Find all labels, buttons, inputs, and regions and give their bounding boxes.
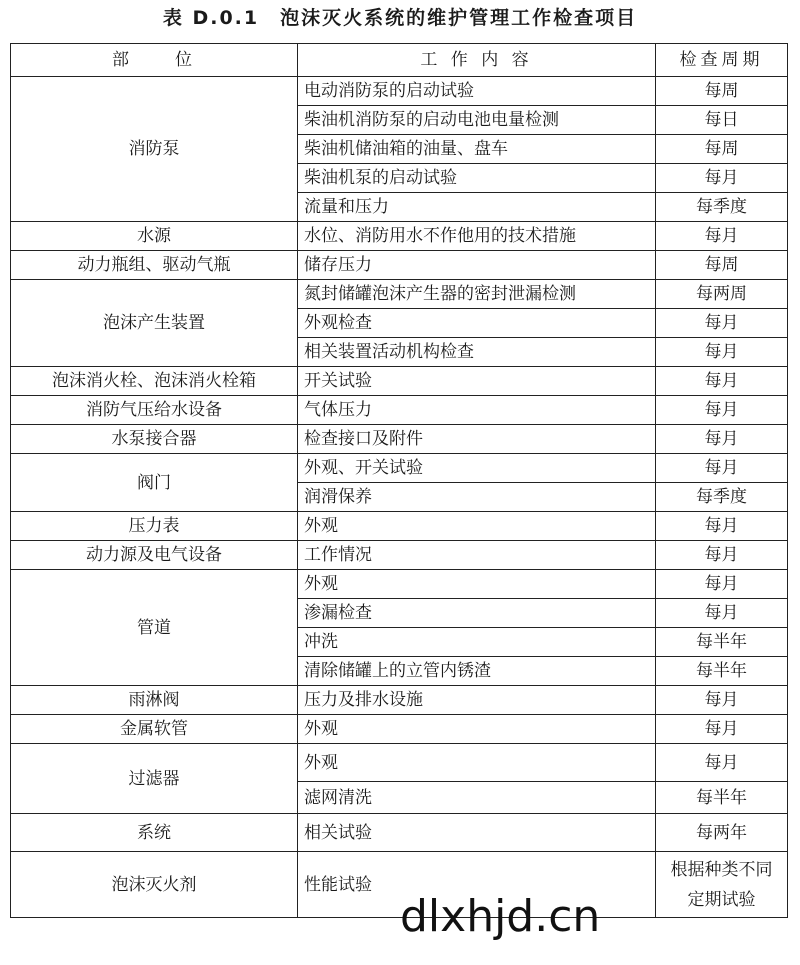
- table-body: [11, 77, 788, 918]
- cell-cycle: 每半年: [656, 628, 788, 657]
- cell-part: 阀门: [11, 454, 298, 512]
- cell-cycle: 每月: [656, 222, 788, 251]
- cell-cycle: 每月: [656, 164, 788, 193]
- cell-cycle: 每月: [656, 686, 788, 715]
- cell-content: 相关试验: [298, 814, 656, 852]
- cell-content: 外观: [298, 512, 656, 541]
- cell-content: 渗漏检查: [298, 599, 656, 628]
- cell-cycle: 每月: [656, 541, 788, 570]
- cell-content: 柴油机消防泵的启动电池电量检测: [298, 106, 656, 135]
- cell-cycle: 每季度: [656, 483, 788, 512]
- cell-content: 开关试验: [298, 367, 656, 396]
- table-row: [11, 686, 788, 715]
- cell-part: 过滤器: [11, 744, 298, 814]
- watermark-text: dlxhjd.cn: [400, 891, 601, 942]
- header-content: 工 作 内 容: [298, 44, 656, 77]
- cell-part: 泡沫产生装置: [11, 280, 298, 367]
- table-row: [11, 814, 788, 852]
- cell-content: 柴油机储油箱的油量、盘车: [298, 135, 656, 164]
- cell-cycle: 每半年: [656, 782, 788, 814]
- table-row: [11, 280, 788, 309]
- cell-content: 润滑保养: [298, 483, 656, 512]
- cell-cycle: 每周: [656, 77, 788, 106]
- cell-content: 气体压力: [298, 396, 656, 425]
- cell-cycle: 每月: [656, 309, 788, 338]
- cell-content: 柴油机泵的启动试验: [298, 164, 656, 193]
- cell-cycle: 每两周: [656, 280, 788, 309]
- header-part: 部 位: [11, 44, 298, 77]
- cell-content: 电动消防泵的启动试验: [298, 77, 656, 106]
- cell-cycle: 每季度: [656, 193, 788, 222]
- cell-part: 雨淋阀: [11, 686, 298, 715]
- cell-cycle: 每周: [656, 135, 788, 164]
- cell-content: 工作情况: [298, 541, 656, 570]
- table-row: [11, 541, 788, 570]
- cell-content: 滤网清洗: [298, 782, 656, 814]
- cell-content: 相关装置活动机构检查: [298, 338, 656, 367]
- cell-content: 外观检查: [298, 309, 656, 338]
- table-header-row: [11, 44, 788, 77]
- cell-content: 压力及排水设施: [298, 686, 656, 715]
- cell-content: 流量和压力: [298, 193, 656, 222]
- cell-part: 水泵接合器: [11, 425, 298, 454]
- table-row: [11, 852, 788, 918]
- cell-part: 水源: [11, 222, 298, 251]
- cell-part: 泡沫灭火剂: [11, 852, 298, 918]
- cell-cycle: 每半年: [656, 657, 788, 686]
- cell-content: 氮封储罐泡沫产生器的密封泄漏检测: [298, 280, 656, 309]
- cell-part: 动力瓶组、驱动气瓶: [11, 251, 298, 280]
- cell-content: 清除储罐上的立管内锈渣: [298, 657, 656, 686]
- cell-cycle: 每周: [656, 251, 788, 280]
- cell-cycle: 每月: [656, 454, 788, 483]
- table-row: [11, 367, 788, 396]
- cell-content: 检查接口及附件: [298, 425, 656, 454]
- cell-cycle: 每月: [656, 512, 788, 541]
- cell-cycle: 每月: [656, 338, 788, 367]
- cell-part: 系统: [11, 814, 298, 852]
- table-row: [11, 512, 788, 541]
- cell-content: 性能试验: [298, 852, 656, 918]
- cell-cycle: 每月: [656, 570, 788, 599]
- cell-content: 水位、消防用水不作他用的技术措施: [298, 222, 656, 251]
- table-row: [11, 396, 788, 425]
- cell-content: 储存压力: [298, 251, 656, 280]
- header-cycle: 检查周期: [656, 44, 788, 77]
- cell-content: 冲洗: [298, 628, 656, 657]
- cell-cycle: 每月: [656, 396, 788, 425]
- cell-part: 泡沫消火栓、泡沫消火栓箱: [11, 367, 298, 396]
- table-row: [11, 251, 788, 280]
- cell-cycle: 每月: [656, 367, 788, 396]
- table-row: [11, 222, 788, 251]
- cell-cycle: 每月: [656, 599, 788, 628]
- cell-content: 外观: [298, 570, 656, 599]
- cell-content: 外观: [298, 715, 656, 744]
- maintenance-table: [10, 43, 788, 918]
- table-row: [11, 454, 788, 483]
- cell-content: 外观、开关试验: [298, 454, 656, 483]
- cell-cycle: 每两年: [656, 814, 788, 852]
- cell-cycle: 每月: [656, 715, 788, 744]
- table-row: [11, 570, 788, 599]
- cell-part: 金属软管: [11, 715, 298, 744]
- cell-content: 外观: [298, 744, 656, 782]
- table-row: [11, 744, 788, 782]
- cell-part: 管道: [11, 570, 298, 686]
- cell-part: 压力表: [11, 512, 298, 541]
- cell-part: 消防泵: [11, 77, 298, 222]
- cell-part: 消防气压给水设备: [11, 396, 298, 425]
- cell-cycle: 每月: [656, 425, 788, 454]
- table-title: 表 D.0.1 泡沫灭火系统的维护管理工作检查项目: [162, 7, 638, 29]
- cell-cycle: 每月: [656, 744, 788, 782]
- table-row: [11, 77, 788, 106]
- cell-part: 动力源及电气设备: [11, 541, 298, 570]
- table-row: [11, 715, 788, 744]
- table-row: [11, 425, 788, 454]
- cell-cycle: 每日: [656, 106, 788, 135]
- cell-cycle: 根据种类不同定期试验: [656, 852, 788, 918]
